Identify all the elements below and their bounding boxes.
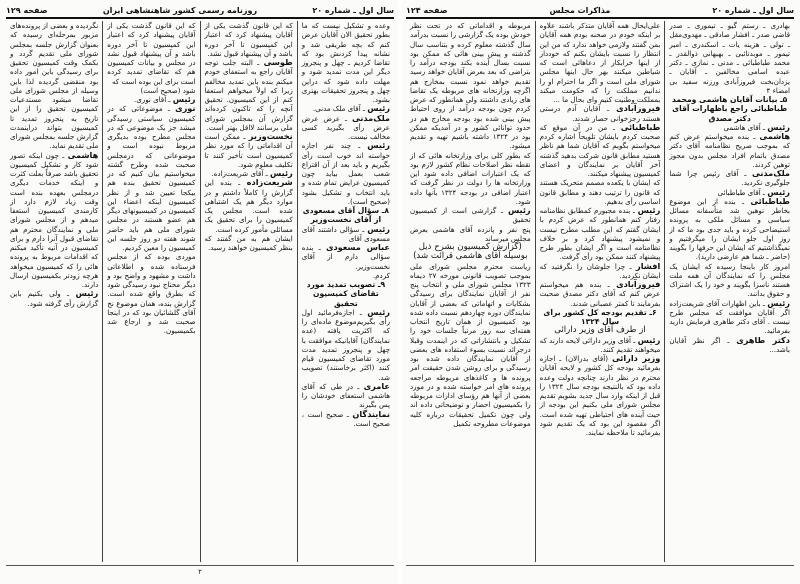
speech-text: ـ البته جلب توجه آقایان راجع به استعفای خودم میکنم بنده باین تمدید مخالفم زیرا که اولاً میخواهم استعفا کنم از این کمیسیون. تحقیق آنچه را که تاکنون کرده‌اند گزارش آن بمجلس شورای ملی برسانند لااقل بهتر است. [204,58,293,132]
speech-text: ـ باین اظهارات آقای شریعت‌زاده اگر آقایان موافقت که مجلس طرح نیست . آقای دکتر طاهری فرمایش دارید بفرمائید. [669,298,790,336]
speaker-name: نمایندگان [352,408,390,419]
speech-text: ـ موضوعاتی که در کمیسیون سیاستی رسیدگی میشد جز یک موضوعی که در مجلس مطرح بوده بدیگری مربوط نبوده است و موضوعاتی که درمجلس صحبت شده وطرح گشته میخواستیم بیان کنیم که در کمیسیون تحقیق بنده هم بیکجا تعیین شد و از نظر کمیسیون اینکه اعضاء این کمیسیون در کمیسیونهای دیگر هم عضو هستند در مجلس شورای ملی هم باید حاضر شوند هفته دو روز جلسه این کمیسیون را معین کردیم. [107,104,196,252]
speaker-name: نوری [175,103,196,114]
right-page-label: صفحه ۱۲۴ [406,5,448,15]
left-columns [6,21,394,562]
speaker-paragraph [669,197,790,262]
speaker-name: افشار [636,260,661,271]
speech-text: ـ چند نفر اجازه خواسته اند خوب است رأی بگیریم و باید بعد از آن اقتراع شعب بعمل بیاید چون کمیسیون عرایض تمام شده و باید انتخاب و تشکیل بشود (صحیح است). [301,141,390,206]
text-column [200,21,297,562]
speaker-paragraph [540,354,661,437]
speaker-paragraph [410,206,531,225]
section-heading: ۵ـ بیانات آقایان هاشمی ومحمد طباطبائی راجع باظهارات آقای دکتر مصدق [672,95,788,123]
speaker-name: رئیس [367,306,390,317]
speaker-paragraph [540,280,661,308]
speech-text: ـ ممکن است آن اقداماتی را که مورد نظر کمیسیون است تأخیر کنند تا تکلیف معلوم شود. [204,132,293,169]
speech-text: (آقای بدرالان) ـ اجازه بفرمائید بودجه کل کشور و لایحه آقایان محترم در نظر دارند چنانچه دولت وعده داده بود که بالنتیجه بودجه سال ۱۳۲۴ را قبل از اینکه وارد سال جدید بشویم تقدیم مجلس شورای ملی بکنیم این بودجه از حیث آینده های احتیاطی تهیه شده است. اگر مقصود این بود که یک تقدیم شود بفرمائید تا ملاحظه نمایند. [539,354,661,437]
speaker-paragraph [540,123,661,179]
speaker-paragraph [302,243,390,271]
speaker-paragraph [669,169,790,188]
right-masthead [406,4,794,16]
speaker-paragraph [669,299,790,336]
speech-text: ـ صحیح است ، صحیح است. [301,409,390,428]
section-heading: ۸ـ سؤال آقای مسعودی از آقای نخست‌وزیر [302,206,390,225]
body-paragraph: که ایشان با یکعده مصمم متحریک هستند که قانون را ترتیب دهند و مطابق قانون اساسی رأی بدهیم. [539,178,661,206]
text-column [102,21,199,562]
text-column [297,21,394,562]
speaker-name: طباطبائی [620,121,661,132]
speaker-paragraph [302,225,390,244]
body-paragraph: موردی بوده که از مجلس فرستاده شده و اطلاعاتی داشت و مشهود و واضح بود و دیگر محتاج نبود رسیدگی شود که بطرق واقع شده است. گزارش بنده، همان موضوع نخ آقای گلشائیان بود که در اینجا صحبت شد و ارجاع شد بکمیسیون. [107,252,196,336]
bottom-rule [6,565,394,566]
speech-text: ـ آقای وزیر دارائی لایحه دارند که میخواهند تقدیم کنند. [539,335,661,354]
body-paragraph: شود (صحیح است) [140,85,196,95]
speech-text: ـ آقای هاشمی [723,122,766,132]
speaker-paragraph [205,178,293,234]
section-subheading: از طرف آقای وزیر دارائی [554,325,646,336]
section-heading: ۶ـ تقدیم بودجه کل کشور برای سال ۱۳۲۴ [543,307,657,326]
speaker-name: رئیس [507,205,531,215]
body-paragraph: بهادری ـ رستم گیو ـ تیموری ـ صدر قاضی صدر ـ افشار صادقی ـ مهدوی‌مقل ـ تولی ـ هزینه یات ـ اسکندری ـ امیر تیمور ـ موبدتائبی ـ بهبهانی ذوالقدر ـ محمد طباطبائی ـ مدنی ـ نمازی ـ دکتر عبده اسامی مخالفین ـ آقایان ـ یزدان‌بخت فیروزآبادی ورزنه سفید بی امضاء ۴ [669,21,790,95]
speaker-name: فیروزآبادی [616,279,661,289]
speech-text: ـ گزارشی است از کمیسیون تحقیق [409,206,531,225]
right-issue-label: سال اول ـ شماره ۲۰ [712,5,794,15]
masthead-rule [6,17,394,19]
speech-text: ـ بنده این گزارش را کاملاً داشتم و در موارد دیگر هم یک اشتباهی شده است. مجلس یک کمیسیون را برای تحقیق یک مسائلی مأمور کرده است. [204,178,293,234]
left-page-label: صفحه ۱۲۹ [6,5,48,15]
speaker-name: نخست‌وزیر [248,131,293,141]
speaker-paragraph [669,132,790,169]
speaker-paragraph [10,151,98,290]
speaker-paragraph [302,382,390,410]
text-column [535,21,665,562]
speaker-name: هاشمی [759,131,790,141]
body-paragraph: علی‌ایحال همه آقایان متذکر باشند علاوه بر اینکه خودم در صحنه بودم همه آقایان بمن گفتند ولازمی خواهد ندارد که من این انتظار را نسبت بایشان بکنم که خوددار از اینها خرابکار از دعاهائی است که شیاطین میکنند بهر حال اینها مجلس شورای ملی است و اگر ما احترام او را ندانیم مملکت را که حکومت میکند بمملکت وطنیت کنیم وای بحال ما ... [539,21,661,104]
speech-text: ـ سؤالی داشتند آقای مسعودی آقای [301,224,390,243]
right-columns [406,21,794,562]
speaker-paragraph [107,104,195,252]
speech-text: ـ بنده سؤالی دارم از آقای نخست‌وزیر. [301,243,390,271]
speaker-name: طباطبائی [750,195,790,206]
left-masthead [6,4,394,16]
speaker-paragraph [302,308,390,382]
speaker-name: دکتر طاهری [736,334,790,345]
speech-text: ـ آقای نوری. [133,95,171,104]
speaker-paragraph [540,206,661,262]
text-column [6,21,102,562]
body-paragraph: ایشان هم به من گفتند که بنظر کمیسیون خواهند رسید. [204,233,293,252]
speech-text: ـ عرض عرض عرض رأی بگیرید کسی مخالف نیست. [301,113,390,141]
right-gazette-title: مذاکرات مجلس [549,5,611,15]
speaker-paragraph [540,336,661,355]
speaker-name: رئیس [767,186,790,197]
speaker-name: رئیس [270,168,293,178]
speaker-name: عامری [363,380,391,391]
section-heading: ۹ـ تصویب تمدید مورد تقاضای کمیسیون تحقیق [306,280,386,308]
speech-text: ـ آقای رئیس چرا شما جلوگیری نکردید. [669,169,790,188]
speaker-name: رئیس [367,223,390,234]
masthead-rule [406,17,794,19]
speech-text: ـ آقای ملک مدنی. [312,104,366,114]
bottom-rule [406,565,794,566]
speech-text: ـ ولی بکنیم باین گزارش رأی گرفته شود. [10,289,99,308]
left-page-number: ۲ [198,568,202,576]
speaker-paragraph [540,262,661,281]
speaker-name: رئیس [767,121,790,132]
left-gazette-title: روزنامه رسمی کشور شاهنشاهی ایران [102,5,258,15]
speaker-name: ملک‌مدنی [752,168,790,178]
speech-text: ـ بنده از این موضوع بخاطر توهین شد متأسفانه مسائل سیاسی و مسائل ملکی به پرونده استیضاحی کرده و باید جدی بود ما که از روز اول جلو ایشان را میگرفتیم و نمیگذاشتیم که ایشان این حرفها را بگویند (حاضر ـ شما هم عارضی دارید). [669,196,790,262]
speaker-name: طوسی [263,57,293,67]
speaker-paragraph [205,58,293,132]
speech-text: ـ اجازه‌فرمائید اول رأی بگیریم‌موضوع ماده‌ای را که اکثریت یافته (عده نمایندگان) آقایانیکه موافقت با چهل و پنجروز تمدید مدت مورد تقاضای کمیسیون قیام کنند (اکثر برخاستند) تصویب شد. [301,307,390,382]
speaker-name: رئیس [75,288,99,299]
body-paragraph: ریاست محترم مجلس شورای ملی بموجب تصویب قانونی مورخه ۲۷ دیماه ۱۳۲۳ مجلس شورای ملی و انتخاب پنج نفر از آقایان نمایندگان برای رسیدگی بشکایات و اتهاماتی که بعضی از آقایان نمایندگان دوره چهاردهم نسبت داده شده بود کمیسیون از همان تاریخ انتخاب هفته‌ای سه روز مرتباً جلسات خود را تشکیل و بانتشاراتی که در اینمدت وقبلا درجرائد نسبت بسوء استفاده های بعضی از آقایان نمایندگان داده شده بود رسیدگی و برای روشن شدن حقیقت امر پرونده ها و کاغذهای مربوطه مراجعه پرونده های امر خواسته شده و در مورد بعضی از آنها هم رؤسای ادارات مربوطه را بکمیسیون احضار و توضیحاتی داده اند ولی چون تکمیل تحقیقات درباره کلیه موضوعات مطروحه تکمیل [409,261,531,428]
body-paragraph: که این قانون گذشت یکی از آقایان پیشنهاد کرد که اعتبار این کمیسیون تا آخر دوره باشد و آن پیشنهاد قبول نشد. [204,21,293,58]
speech-text: ـ آقای شریعت‌زاده. [211,169,268,178]
body-paragraph: که بطور کلی برای وزارتخانه هائی که از نقطه نظر اصلاحات نظام کشور لازم بود که یک اعتبارات اضافی داده شود این وزارتخانه ها را دولت در نظر گرفت که اعتبار اضافی در بودجه ۱۳۲۴ بآنها داده شود. [409,150,531,206]
body-paragraph: پنج نفر و پانزده آقای هاشمی بعرض مجلس میرساند [409,224,531,243]
speaker-name: رئیس [367,103,390,114]
speech-text: ـ بنده مجبورم کمطابق نظامنامه رفتار کنم همانطور که عرض کردم با ایشان گفتم که این مطلب مطرح نیست و نمیشود پیشنهاد کرد و بر خلاف نظامنامه است و اگر ایشان بطور طرح پیشنهاد کنند ممکن بود رأی گرفت. [539,206,661,262]
speaker-name: شریعت‌زاده [246,177,293,188]
speaker-name: وزیر دارائی [611,353,661,363]
speaker-paragraph [302,410,390,429]
speaker-paragraph [10,289,98,308]
speaker-name: رئیس [767,297,790,308]
speaker-paragraph [302,114,390,142]
body-paragraph: که این قانون گذشت یکی از آقایان پیشنهاد کرد که اعتبار این کمیسیون تا آخر دوره باشد و آن پیشنهاد قبول نشد در مجلس و بیانات کمیسیون هم که تقاضای تمدید کرده است برای این بوده است که [107,21,196,86]
speech-text: ـ چرا جلوشان را نگرفتید که ایشان نکردید. [539,261,661,280]
speaker-name: ملک‌مدنی [352,112,390,123]
speaker-name: رئیس [367,140,390,151]
speaker-paragraph [302,141,390,206]
speaker-name: رئیس [172,94,196,104]
right-page [402,0,798,584]
body-paragraph: مربوطه و اقداماتی که در تحت نظر خودش بوده یک گزارشی را نسبت بدرآمد سال گذشته معلوم کرده و بتناسب سال گذشته و پیش بینی هائی که ممکن بود نسبت بسال آینده بکند بودجه درآمد را بتراضی که بعد بعرض آقایان خواهد رسید تقدیم خواهد نمود نسبت بمخارج هم اگرچه وزارتخانه های مربوطه یک تقاضا های زیادی داشتند ولی همانطور که عرض کردم چون بودجه درآمد از روی احتیاط پیش بینی شده بود بودجه مخارج هم در حدود توانائی کشور و در آمدیکه ممکن بود در ۱۳۲۴ داشته باشیم تهیه و تقدیم میشود. [409,21,531,151]
body-paragraph: امروز کار باینجا رسیده که ایشان یک مجلس را که نمایندگان آن همه ملت هستند ناسزا بگویند و خود را یک اشتراک و حقوق بدانند. [669,261,790,299]
body-paragraph: وعده و تشکیل نیست که ما بطور تحقیق الان آقایان عرض کنم که بچه طریقی شد و نشانه پیدا کردنش بود که تقاضا کردیم ـ چهل و پنجروز دیگر این مدت تمدید شود و مهلت داده شود که دراین چهل و پنجروز تحقیقات بهتری بشود. [301,21,390,104]
left-page [2,0,398,584]
speaker-name: رئیس [637,205,661,215]
speaker-name: رئیس [637,334,661,345]
text-column [406,21,535,562]
speech-text: ـ اگر نظر آقایان باشد... [669,335,790,354]
speech-text: ـ چون اینکه تصور شود کار و تشکیل کمیسیون تحقیق باشد صرفاً بعلت کثرت و اینکه خدمات دیگری درمجلس بعهده بنده است وقت زیاد لازم دارد از کارمندی کمیسیون استعفا میدهم و از مجلس شورای ملی و نمایندگان محترم هم تقاضای قبول آنرا دارم و برای کمیسیون در آتیه تأکید میکنم که اقدامات مربوط به پرونده هائی را که کمیسیون میخواهد هرچه زودتر بکمیسیون ارسال دارند. [10,150,99,289]
speaker-name: فیروزآبادی [616,103,661,114]
speaker-paragraph [540,104,661,123]
speaker-name: عباس مسعودی [325,242,390,252]
section-subheading: (گزارش کمیسیون بشرح ذیل بوسیله آقای هاشمی قرائت شد) [413,242,528,262]
speech-text: ـ بنده هم میخواستم عرض کنم که آقای دکتر مصدق صحبت بفرمایند تا کمتر عصبانی شدند. [539,280,661,308]
body-paragraph: نگردیده و بعضی از پرونده‌های مزبور بمرحله‌ای رسیده که بعنوان گزارش جلسه بمجلس شورای ملی تقدیم گردد و بکمک وقت کمیسیون تحقیق برای رسیدگی باین امور داده بود منقضی گردیده لذا باین وسیله از مجلس شورای ملی تقاضا میشود مستدعیات کمیسیون تحقیق را از این تاریخ به پنجروز تمدید تا کمیسیون بتواند دراینمدت گزارش جلسه بمجلس شورای ملی تقدیم نماید. [10,21,99,151]
speech-text: ـ آقایان آدم درستی هستند رجزخوانی حصار شدند. [539,104,661,123]
speaker-name: هاشمی [67,149,99,160]
speech-text: ـ آقای طباطبائی [717,187,766,197]
left-issue-label: سال اول ـ شماره ۲۰ [312,5,394,15]
speaker-paragraph [205,132,293,169]
text-column [664,21,794,562]
speech-text: ـ بنده میخواستم عرض کنم که بموجب صریح نظامنامه آقای دکتر مصدق باتمام افراد مجلس بدون مجوز توهین کردند. [669,132,790,169]
body-paragraph: کردم. [372,270,390,280]
speaker-paragraph [669,336,790,355]
speech-text: ـ من در آن موقع که صحبت کردم بایشان تلویحاً اشاره کردم میخواستم بگویم که آقایان شما هم ناظر هستید مطابق قانون شرکت بدهید گذشته آخر آقایان بر نمایندگان و اعضای کمیسیون پیشنهاد میکنند. [539,122,661,178]
speech-text: ـ در طی که آقای هاشمی استعفای خودشان را پس بگیرند [301,381,390,410]
